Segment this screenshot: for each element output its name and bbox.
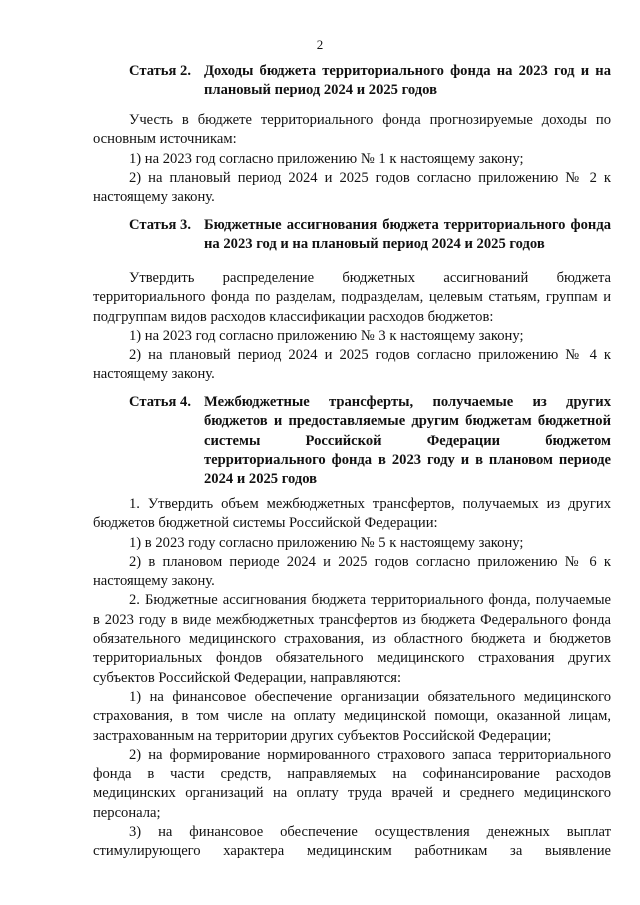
article-4-heading bbox=[93, 393, 611, 489]
article-4-paragraph-4: 2. Бюджетные ассигнования бюджета территориального фонда, получаемые в 2023 году в виде межбюджетных трансфертов из бюджета Федерального фонда обязательного медицинского страхования, из областного бюджета и бюджетов территориальных фондов обязательного медицинского страхования других субъектов Российской Федерации, направляются: bbox=[93, 592, 611, 686]
article-4-paragraph-7: 3) на финансовое обеспечение осуществления денежных выплат стимулирующего характера медицинским работникам за выявление bbox=[93, 824, 611, 860]
article-4-body bbox=[93, 495, 611, 862]
article-4-paragraph-6: 2) на формирование нормированного страхового запаса территориального фонда в части средств, направляемых на софинансирование расходов медицинских организаций на оплату труда врачей и среднего медицинского персонала; bbox=[93, 746, 611, 821]
article-4-paragraph-5: 1) на финансовое обеспечение организации обязательного медицинского страхования, в том числе на оплату медицинской помощи, оказанной лицам, застрахованным на территории других субъектов Российской Федерации; bbox=[93, 688, 611, 744]
page-number: 2 bbox=[316, 37, 324, 52]
article-2-paragraph-2: 1) на 2023 год согласно приложению № 1 к настоящему закону; bbox=[129, 150, 524, 167]
article-3-title: Бюджетные ассигнования бюджета территориального фонда на 2023 год и на плановый период 2024 и 2025 годов bbox=[204, 217, 611, 253]
article-4-paragraph-3: 2) в плановом периоде 2024 и 2025 годов согласно приложению № 6 к настоящему закону. bbox=[93, 553, 611, 590]
article-4-paragraph-1: 1. Утвердить объем межбюджетных трансфертов, получаемых из других бюджетов бюджетной системы Российской Федерации: bbox=[93, 496, 611, 532]
article-2-body bbox=[93, 111, 611, 207]
article-3-body bbox=[93, 269, 611, 385]
article-2-title: Доходы бюджета территориального фонда на 2023 год и на плановый период 2024 и 2025 годов bbox=[204, 63, 611, 99]
article-3-paragraph-2: 1) на 2023 год согласно приложению № 3 к настоящему закону; bbox=[129, 327, 524, 344]
article-2-paragraph-1: Учесть в бюджете территориального фонда прогнозируемые доходы по основным источникам: bbox=[93, 112, 611, 148]
article-2-label: Статья 2. bbox=[129, 63, 191, 79]
article-2-heading bbox=[93, 62, 611, 101]
article-3-paragraph-3: 2) на плановый период 2024 и 2025 годов согласно приложению № 4 к настоящему закону. bbox=[93, 347, 611, 383]
article-4-title: Межбюджетные трансферты, получаемые из других бюджетов и предоставляемые другим бюджетам бюджетной системы Российской Федерации бюджетом территориального фонда в 2023 году и в плановом периоде 2024 и 2025 годов bbox=[204, 394, 611, 488]
article-4-paragraph-2: 1) в 2023 году согласно приложению № 5 к настоящему закону; bbox=[129, 534, 524, 551]
article-3-heading bbox=[93, 216, 611, 255]
article-3-paragraph-1: Утвердить распределение бюджетных ассигнований бюджета территориального фонда по разделам, подразделам, целевым статьям, группам и подгруппам видов расходов классификации расходов бюджетов: bbox=[93, 270, 611, 325]
article-3-label: Статья 3. bbox=[129, 217, 191, 233]
article-2-paragraph-3: 2) на плановый период 2024 и 2025 годов согласно приложению № 2 к настоящему закону. bbox=[93, 169, 611, 206]
article-4-label: Статья 4. bbox=[129, 394, 191, 410]
